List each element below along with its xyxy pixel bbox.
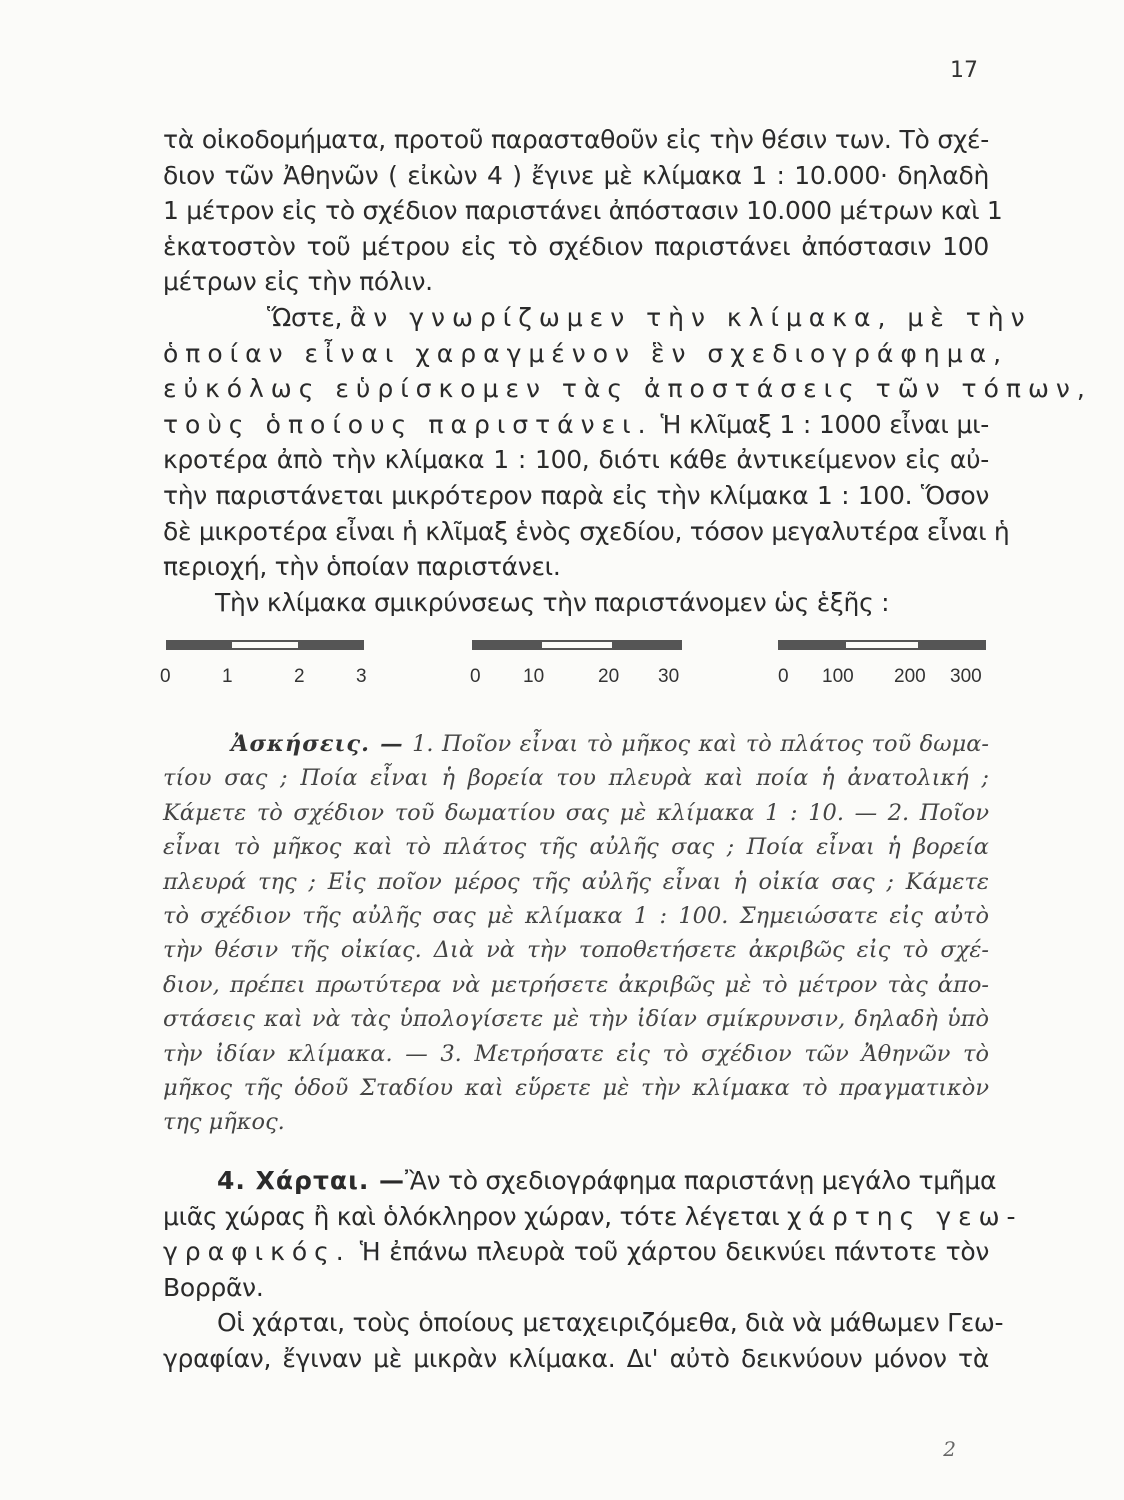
text-line: Οἱ χάρται, τοὺς ὁποίους μεταχειριζόμεθα, διὰ νὰ μάθωμεν Γεω- (217, 1308, 1004, 1338)
scale-bar-100 (778, 640, 990, 690)
text-line: πλευρά της ; Εἰς ποῖον μέρος τῆς αὐλῆς εἶναι ἡ οἰκία σας ; Κάμετε (163, 868, 989, 895)
scale-bar-10 (468, 640, 693, 690)
exercises-block (163, 727, 989, 1140)
scale-tick-label: 300 (950, 666, 982, 687)
text-line: μέτρων εἰς τὴν πόλιν. (163, 267, 433, 297)
text-line: τὴν ἰδίαν κλίμακα. — 3. Μετρήσατε εἰς τὸ σχέδιον τῶν Ἀθηνῶν τὸ (163, 1040, 989, 1067)
text-line: Βορρᾶν. (163, 1272, 264, 1302)
text-line: τὰ οἰκοδομήματα, προτοῦ παρασταθοῦν εἰς τὴν θέσιν των. Τὸ σχέ- (163, 125, 989, 154)
text-line (163, 407, 989, 443)
text-line: 1 μέτρον εἰς τὸ σχέδιον παριστάνει ἀπόστασιν 10.000 μέτρων καὶ 1 (163, 196, 1003, 226)
scale-segment-filled (918, 640, 986, 650)
scale-bar-graphic (468, 640, 693, 690)
spaced-text-line: ὁποίαν εἶναι χαραγμένον ἓν σχεδιογράφημα, (163, 338, 1009, 368)
scale-tick-label: 10 (523, 666, 545, 687)
scale-intro: Τὴν κλίμακα σμικρύνσεως τὴν παριστάνομεν ὡς ἑξῆς : (215, 587, 890, 617)
text-line: δὲ μικροτέρα εἶναι ἡ κλῖμαξ ἑνὸς σχεδίου, τόσον μεγαλυτέρα εἶναι ἡ (163, 516, 1010, 546)
spaced-text-line: εὐκόλως εὑρίσκομεν τὰς ἀποστάσεις τῶν τόπων, (163, 374, 1092, 404)
text-line (163, 1163, 997, 1199)
scale-bar-graphic (160, 640, 375, 690)
text-line: τίου σας ; Ποία εἶναι ἡ βορεία του πλευρὰ καὶ ποία ἡ ἀνατολική ; (163, 765, 989, 792)
section-heading: 4. Χάρται. — (217, 1166, 406, 1195)
text-line (163, 1234, 989, 1270)
text-line: της μῆκος. (163, 1109, 285, 1136)
text-fragment: Ἡ κλῖμαξ 1 : 1000 εἶναι μι- (660, 409, 989, 439)
text-line: τὴν θέσιν τῆς οἰκίας. Διὰ νὰ τὴν τοποθετήσετε ἀκριβῶς εἰς τὸ σχέ- (163, 937, 989, 964)
text-line: διον τῶν Ἀθηνῶν ( εἰκὼν 4 ) ἔγινε μὲ κλίμακα 1 : 10.000· δηλαδὴ (163, 160, 989, 190)
scale-tick-label: 2 (294, 666, 305, 687)
text-line: περιοχή, τὴν ὁποίαν παριστάνει. (163, 552, 561, 582)
text-line: γραφίαν, ἔγιναν μὲ μικρὰν κλίμακα. Δι' αὐτὸ δεικνύουν μόνον τὰ (163, 1343, 989, 1373)
scale-tick-label: 200 (894, 666, 926, 687)
text-line (163, 1199, 1023, 1235)
scale-segment-filled (298, 640, 364, 650)
scale-bars (160, 640, 990, 690)
scale-segment-filled (166, 640, 232, 650)
main-text (163, 122, 1092, 620)
section-maps (163, 1163, 1023, 1377)
spaced-text: χάρτης γεω- (786, 1201, 1023, 1231)
text-line: μῆκος τῆς ὁδοῦ Σταδίου καὶ εὕρετε μὲ τὴν κλίμακα τὸ πραγματικὸν (163, 1075, 989, 1102)
text-line (163, 300, 1032, 336)
text-fragment: Ἡ ἐπάνω πλευρὰ τοῦ χάρτου δεικνύει πάντοτε τὸν (359, 1237, 989, 1267)
text-line (163, 727, 989, 761)
text-line: κροτέρα ἀπὸ τὴν κλίμακα 1 : 100, διότι κάθε ἀντικείμενον εἰς αὐ- (163, 445, 989, 475)
scale-bar-graphic (778, 640, 990, 690)
scale-segment-filled (472, 640, 542, 650)
text-line: τὸ σχέδιον τῆς αὐλῆς σας μὲ κλίμακα 1 : 100. Σημειώσατε εἰς αὐτὸ (163, 903, 989, 930)
scale-tick-label: 100 (822, 666, 854, 687)
spaced-text: ἂν γνωρίζωμεν τὴν κλίμακα, μὲ τὴν (349, 302, 1032, 332)
scale-bar-1 (160, 640, 375, 690)
text-line: ἑκατοστὸν τοῦ μέτρου εἰς τὸ σχέδιον παριστάνει ἀπόστασιν 100 (163, 231, 989, 261)
text-line: διον, πρέπει πρωτύτερα νὰ μετρήσετε ἀκριβῶς μὲ τὸ μέτρον τὰς ἀπο- (163, 971, 989, 998)
exercises-heading: Ἀσκήσεις. — (231, 731, 404, 757)
text-line: τὴν παριστάνεται μικρότερον παρὰ εἰς τὴν κλίμακα 1 : 100. Ὅσον (163, 480, 989, 510)
scale-segment-filled (612, 640, 682, 650)
signature-mark: 2 (943, 1437, 956, 1461)
scale-tick-label: 0 (470, 666, 481, 687)
scale-tick-label: 20 (598, 666, 620, 687)
page-number: 17 (950, 58, 978, 83)
scale-tick-label: 1 (222, 666, 233, 687)
text-line: Κάμετε τὸ σχέδιον τοῦ δωματίου σας μὲ κλίμακα 1 : 10. — 2. Ποῖον (163, 799, 989, 826)
spaced-text: γραφικός. (163, 1237, 351, 1267)
scale-tick-label: 3 (356, 666, 367, 687)
scale-tick-label: 0 (778, 666, 789, 687)
scale-tick-label: 0 (160, 666, 171, 687)
text-fragment: Ἂν τὸ σχεδιογράφημα παριστάνῃ μεγάλο τμῆμα (405, 1166, 997, 1195)
scale-segment-filled (778, 640, 846, 650)
text-line: στάσεις καὶ νὰ τὰς ὑπολογίσετε μὲ τὴν ἰδίαν σμίκρυνσιν, δηλαδὴ ὑπὸ (163, 1006, 989, 1033)
paragraph-opening: Ὥστε, (267, 302, 343, 332)
text-line: εἶναι τὸ μῆκος καὶ τὸ πλάτος τῆς αὐλῆς σας ; Ποία εἶναι ἡ βορεία (163, 834, 989, 861)
text-fragment: 1. Ποῖον εἶναι τὸ μῆκος καὶ τὸ πλάτος τοῦ δωμα- (412, 731, 989, 757)
text-fragment: μιᾶς χώρας ἢ καὶ ὁλόκληρον χώραν, τότε λέγεται (163, 1201, 780, 1231)
spaced-text: τοὺς ὁποίους παριστάνει. (163, 409, 653, 439)
scale-tick-label: 30 (658, 666, 680, 687)
